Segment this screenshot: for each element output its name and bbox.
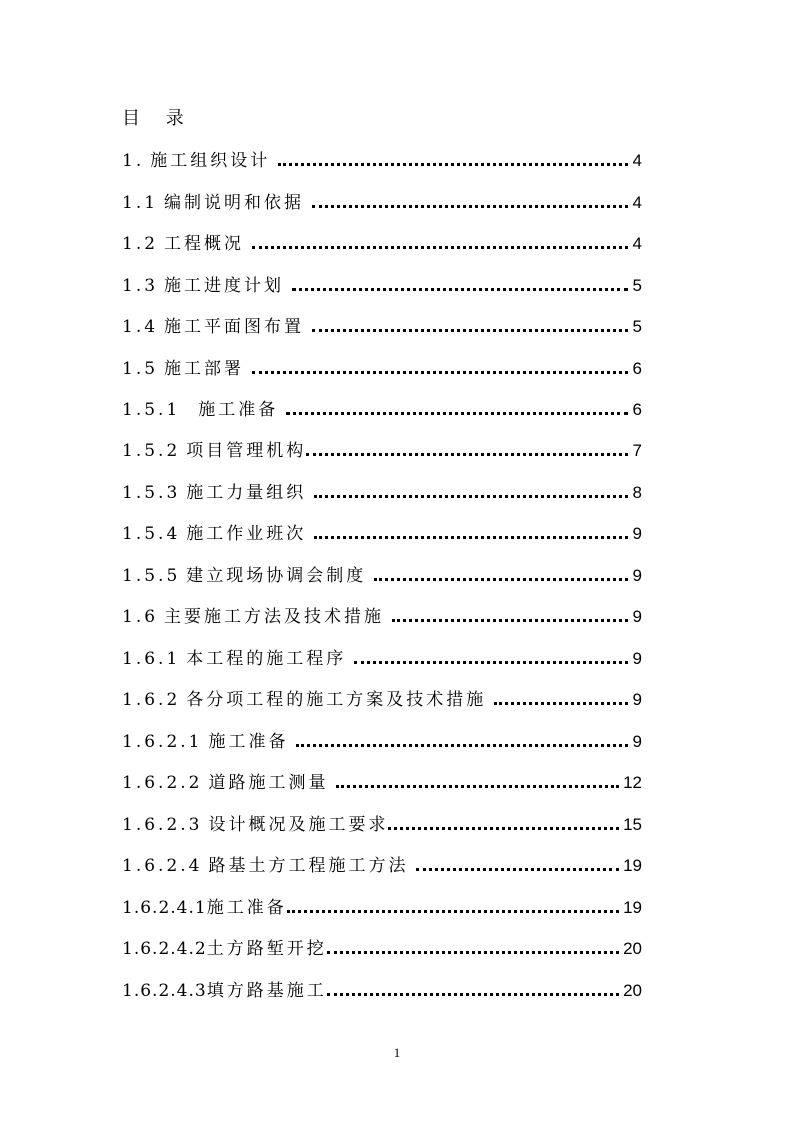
toc-entry[interactable] [122,727,642,753]
toc-entry-text: 施工平面图布置 [164,317,305,337]
toc-entry-number: 1.2 [122,234,159,254]
toc-entry-text: 项目管理机构 [186,441,307,461]
toc-entry-number: 1. [122,151,145,171]
toc-entry-text: 设计概况及施工要求 [208,815,389,835]
toc-entry-text: 各分项工程的施工方案及技术措施 [186,690,487,710]
toc-entry[interactable] [122,395,642,421]
toc-entry-number: 1.5.3 [122,483,181,503]
dot-leader [388,827,619,830]
toc-entry-number: 1.5.2 [122,441,181,461]
toc-entry-page: 9 [632,566,642,585]
toc-entry-text: 施工进度计划 [164,276,285,296]
toc-entry-number: 1.5.5 [122,566,181,586]
toc-entry[interactable] [122,478,642,504]
toc-entry-number: 1.6.2.4.3 [122,981,207,1001]
dot-leader [374,578,628,581]
toc-entry-text: 施工准备 [208,732,289,752]
toc-entry[interactable] [122,644,642,670]
toc-entry-page: 9 [632,732,642,751]
toc-entry-number: 1.3 [122,276,159,296]
dot-leader [296,744,628,747]
dot-leader [327,951,619,954]
toc-entry-number: 1.6.2.1 [122,732,203,752]
toc-entry-page: 9 [632,690,642,709]
toc-entry-page: 19 [623,898,642,917]
toc-entry-number: 1.6.1 [122,649,181,669]
toc-entry-number: 1.6 [122,607,159,627]
toc-entry-page: 9 [632,607,642,626]
toc-entry-number: 1.6.2.4.1 [122,898,207,918]
toc-entry[interactable] [122,810,642,836]
dot-leader [314,536,628,539]
toc-entry-page: 9 [632,649,642,668]
dot-leader [306,453,628,456]
dot-leader [314,495,628,498]
toc-entry[interactable] [122,229,642,255]
toc-entry-text: 工程概况 [164,234,245,254]
toc-entry[interactable] [122,768,642,794]
dot-leader [327,993,619,996]
toc-entry-page: 19 [623,856,642,875]
toc-entry-text: 路基土方工程施工方法 [208,856,409,876]
dot-leader [354,661,628,664]
toc-entry[interactable] [122,934,642,960]
toc-entry-text: 施工作业班次 [186,524,307,544]
toc-entry[interactable] [122,519,642,545]
toc-entry[interactable] [122,436,642,462]
toc-entry-page: 8 [632,483,642,502]
toc-entry[interactable] [122,685,642,711]
toc-entry-text: 施工组织设计 [150,151,271,171]
toc-entry[interactable] [122,354,642,380]
toc-entry-page: 4 [632,234,642,253]
toc-entry-number: 1.6.2.4 [122,856,203,876]
toc-entry-page: 5 [632,276,642,295]
toc-entry-text: 道路施工测量 [208,773,329,793]
toc-entry-page: 6 [632,359,642,378]
toc-entry-number: 1.6.2.4.2 [122,939,207,959]
toc-entry-page: 7 [632,441,642,460]
toc-entry-page: 20 [623,981,642,1000]
toc-entry-page: 9 [632,524,642,543]
toc-entry[interactable] [122,561,642,587]
toc-title: 目 录 [122,108,194,129]
toc-entry-number: 1.6.2.2 [122,773,203,793]
toc-entry[interactable] [122,893,642,919]
toc-entry[interactable] [122,146,642,172]
toc-entry-text: 编制说明和依据 [164,193,305,213]
toc-entry[interactable] [122,271,642,297]
toc-entry-text: 施工力量组织 [186,483,307,503]
dot-leader [312,205,628,208]
toc-entry-number: 1.5.1 [122,400,181,420]
toc-entry-text: 本工程的施工程序 [186,649,347,669]
toc-entry[interactable] [122,851,642,877]
toc-entry-text: 土方路堑开挖 [206,939,327,959]
toc-entry[interactable] [122,312,642,338]
toc-entry-text: 施工部署 [164,359,245,379]
toc-entry-page: 12 [623,773,642,792]
dot-leader [252,371,628,374]
dot-leader [312,329,628,332]
toc-entry-page: 15 [623,815,642,834]
dot-leader [416,868,619,871]
toc-entry-text: 施工准备 [206,898,287,918]
dot-leader [392,619,628,622]
toc-entry-number: 1.6.2 [122,690,181,710]
toc-entry-page: 20 [623,939,642,958]
toc-entry-text: 主要施工方法及技术措施 [164,607,385,627]
toc-entry[interactable] [122,602,642,628]
toc-entry-text: 施工准备 [198,400,279,420]
toc-entry-number: 1.5.4 [122,524,181,544]
dot-leader [278,163,628,166]
toc-entry-page: 4 [632,151,642,170]
toc-entry-number: 1.4 [122,317,159,337]
toc-entry-number: 1.6.2.3 [122,815,203,835]
dot-leader [292,288,628,291]
dot-leader [252,246,628,249]
dot-leader [336,785,619,788]
dot-leader [287,910,619,913]
toc-entry-number: 1.5 [122,359,159,379]
toc-entry-text: 填方路基施工 [206,981,327,1001]
page-number: 1 [393,1045,401,1060]
toc-entry-page: 4 [632,193,642,212]
toc-entry-page: 6 [632,400,642,419]
toc-entry[interactable] [122,976,642,1002]
dot-leader [494,702,628,705]
toc-entry[interactable] [122,188,642,214]
dot-leader [286,412,628,415]
toc-entry-text: 建立现场协调会制度 [186,566,367,586]
toc-entry-number: 1.1 [122,193,159,213]
toc-entry-page: 5 [632,317,642,336]
